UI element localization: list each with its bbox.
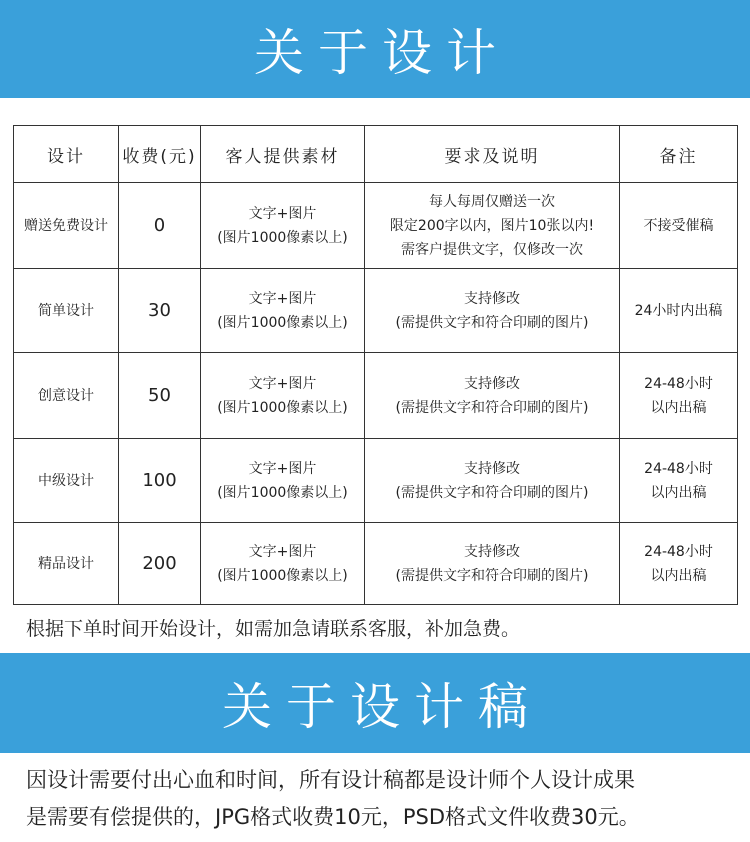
material-line: (图片1000像素以上) [217, 229, 348, 246]
table-row [14, 353, 738, 439]
requirements-line: (需提供文字和符合印刷的图片) [395, 399, 589, 416]
design-name-cell: 简单设计 [14, 269, 119, 353]
material-cell [201, 523, 365, 605]
fee-cell: 0 [119, 183, 201, 269]
table-row [14, 269, 738, 353]
remarks-cell [620, 523, 738, 605]
requirements-line: 支持修改 [464, 543, 520, 560]
material-line: (图片1000像素以上) [217, 484, 348, 501]
requirements-cell [365, 183, 620, 269]
table-row [14, 183, 738, 269]
requirements-line: (需提供文字和符合印刷的图片) [395, 484, 589, 501]
remarks-cell [620, 269, 738, 353]
remarks-line: 不接受催稿 [643, 217, 714, 234]
table-row [14, 523, 738, 605]
fee-cell: 50 [119, 353, 201, 439]
remarks-line: 以内出稿 [650, 399, 707, 416]
remarks-line: 24小时内出稿 [634, 302, 723, 319]
rush-order-note: 根据下单时间开始设计，如需加急请联系客服，补加急费。 [26, 618, 521, 640]
pricing-table [13, 125, 738, 605]
table-row [14, 439, 738, 523]
fee-cell: 200 [119, 523, 201, 605]
material-line: 文字+图片 [248, 460, 317, 477]
draft-policy-text [26, 762, 736, 836]
remarks-line: 24-48小时 [644, 460, 713, 477]
draft-policy-line: 是需要有偿提供的，JPG格式收费10元，PSD格式文件收费30元。 [26, 805, 640, 829]
material-cell [201, 439, 365, 523]
design-name-cell: 精品设计 [14, 523, 119, 605]
remarks-line: 以内出稿 [650, 567, 707, 584]
requirements-line: 支持修改 [464, 290, 520, 307]
remarks-cell [620, 439, 738, 523]
material-line: 文字+图片 [248, 290, 317, 307]
banner-title-draft: 关于设计稿 [222, 678, 542, 736]
remarks-cell [620, 353, 738, 439]
material-line: (图片1000像素以上) [217, 399, 348, 416]
column-header-material: 客人提供素材 [201, 126, 365, 183]
remarks-line: 24-48小时 [644, 375, 713, 392]
requirements-cell [365, 353, 620, 439]
material-cell [201, 353, 365, 439]
column-header-requirements: 要求及说明 [365, 126, 620, 183]
requirements-line: 支持修改 [464, 460, 520, 477]
material-cell [201, 269, 365, 353]
requirements-line: 限定200字以内，图片10张以内! [389, 217, 595, 234]
material-cell [201, 183, 365, 269]
requirements-line: 每人每周仅赠送一次 [429, 193, 555, 210]
fee-cell: 30 [119, 269, 201, 353]
banner-title-design: 关于设计 [254, 24, 510, 82]
material-line: 文字+图片 [248, 375, 317, 392]
material-line: 文字+图片 [248, 543, 317, 560]
requirements-line: (需提供文字和符合印刷的图片) [395, 567, 589, 584]
column-header-remarks: 备注 [620, 126, 738, 183]
material-line: (图片1000像素以上) [217, 567, 348, 584]
fee-cell: 100 [119, 439, 201, 523]
requirements-cell [365, 269, 620, 353]
design-name-cell: 中级设计 [14, 439, 119, 523]
material-line: (图片1000像素以上) [217, 314, 348, 331]
draft-policy-line: 因设计需要付出心血和时间，所有设计稿都是设计师个人设计成果 [26, 768, 635, 792]
design-name-cell: 赠送免费设计 [14, 183, 119, 269]
column-header-fee: 收费(元) [119, 126, 201, 183]
requirements-cell [365, 523, 620, 605]
requirements-cell [365, 439, 620, 523]
column-header-design: 设计 [14, 126, 119, 183]
material-line: 文字+图片 [248, 205, 317, 222]
header-banner-draft [0, 653, 750, 753]
requirements-line: (需提供文字和符合印刷的图片) [395, 314, 589, 331]
requirements-line: 支持修改 [464, 375, 520, 392]
table-header-row [14, 126, 738, 183]
design-name-cell: 创意设计 [14, 353, 119, 439]
remarks-line: 24-48小时 [644, 543, 713, 560]
header-banner-design [0, 0, 750, 98]
requirements-line: 需客户提供文字，仅修改一次 [401, 241, 583, 258]
remarks-cell [620, 183, 738, 269]
remarks-line: 以内出稿 [650, 484, 707, 501]
